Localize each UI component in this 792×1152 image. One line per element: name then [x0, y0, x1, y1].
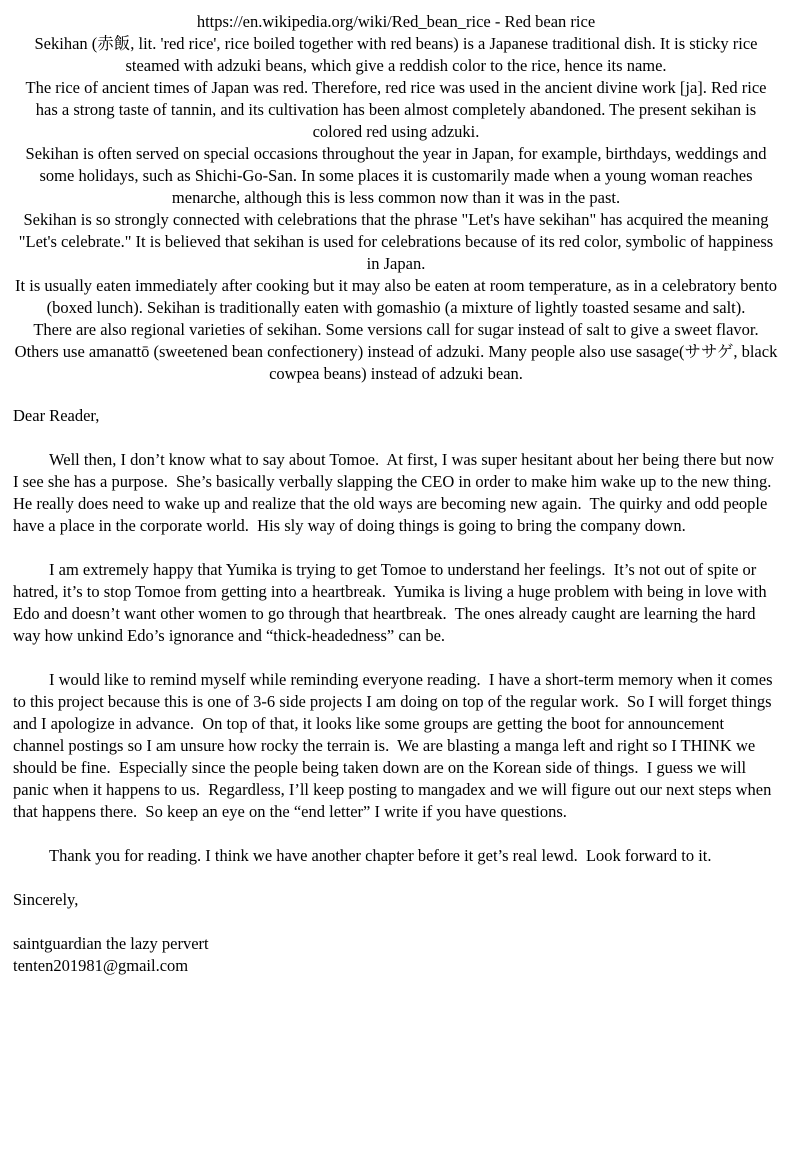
letter-paragraph: Thank you for reading. I think we have another chapter before it get’s real lewd. Look forward to it. [49, 846, 712, 865]
letter-greeting: Dear Reader, [13, 406, 100, 425]
wiki-paragraph: Sekihan (赤飯, lit. 'red rice', rice boiled together with red beans) is a Japanese traditional dish. It is sticky rice steamed with adzuki beans, which give a reddish color to the rice, hence its name. [34, 34, 762, 75]
signature-name: saintguardian the lazy pervert [13, 934, 209, 953]
source-url-line: https://en.wikipedia.org/wiki/Red_bean_rice - Red bean rice [196, 12, 596, 31]
letter-closing: Sincerely, [13, 890, 79, 909]
wiki-paragraph: The rice of ancient times of Japan was red. Therefore, red rice was used in the ancient divine work [ja]. Red rice has a strong taste of tannin, and its cultivation has been almost completely abandoned. The present sekihan is colored red using adzuki. [25, 78, 771, 141]
wiki-paragraph: Sekihan is often served on special occasions throughout the year in Japan, for example, birthdays, weddings and some holidays, such as Shichi-Go-San. In some places it is customarily made when a young woman reaches menarche, although this is less common now than it was in the past. [25, 144, 771, 207]
wiki-paragraph: It is usually eaten immediately after cooking but it may also be eaten at room temperature, as in a celebratory bento (boxed lunch). Sekihan is traditionally eaten with gomashio (a mixture of lightly toasted sesame and salt). [15, 276, 782, 317]
letter-section [13, 405, 779, 977]
wiki-excerpt-section [13, 11, 782, 385]
signature-email: tenten201981@gmail.com [13, 956, 189, 975]
wiki-paragraph: There are also regional varieties of sekihan. Some versions call for sugar instead of salt to give a sweet flavor. Others use amanattō (sweetened bean confectionery) instead of adzuki. Many people also use sasage(ササゲ, black cowpea beans) instead of adzuki bean. [14, 320, 782, 383]
letter-paragraph: Well then, I don’t know what to say about Tomoe. At first, I was super hesitant about her being there but now I see she has a purpose. She’s basically verbally slapping the CEO in order to make him wake up to the new thing. He really does need to wake up and realize that the old ways are becoming new again. The quirky and odd people have a place in the corporate world. His sly way of doing things is going to bring the company down. [13, 450, 780, 535]
letter-paragraph: I would like to remind myself while reminding everyone reading. I have a short-term memory when it comes to this project because this is one of 3-6 side projects I am doing on top of the regular work. So I will forget things and I apologize in advance. On top of that, it looks like some groups are getting the boot for announcement channel postings so I am unsure how rocky the terrain is. We are blasting a manga left and right so I THINK we should be fine. Especially since the people being taken down are on the Korean side of things. I guess we will panic when it happens to us. Regardless, I’ll keep posting to mangadex and we will figure out our next steps when that happens there. So keep an eye on the “end letter” I write if you have questions. [13, 670, 777, 821]
letter-paragraph: I am extremely happy that Yumika is trying to get Tomoe to understand her feelings. It’s not out of spite or hatred, it’s to stop Tomoe from getting into a heartbreak. Yumika is living a huge problem with being in love with Edo and doesn’t want other women to go through that heartbreak. The ones already caught are learning the hard way how unkind Edo’s ignorance and “thick-headedness” can be. [13, 560, 771, 645]
wiki-paragraph: Sekihan is so strongly connected with celebrations that the phrase "Let's have sekihan" has acquired the meaning "Let's celebrate." It is believed that sekihan is used for celebrations because of its red color, symbolic of happiness in Japan. [18, 210, 778, 273]
